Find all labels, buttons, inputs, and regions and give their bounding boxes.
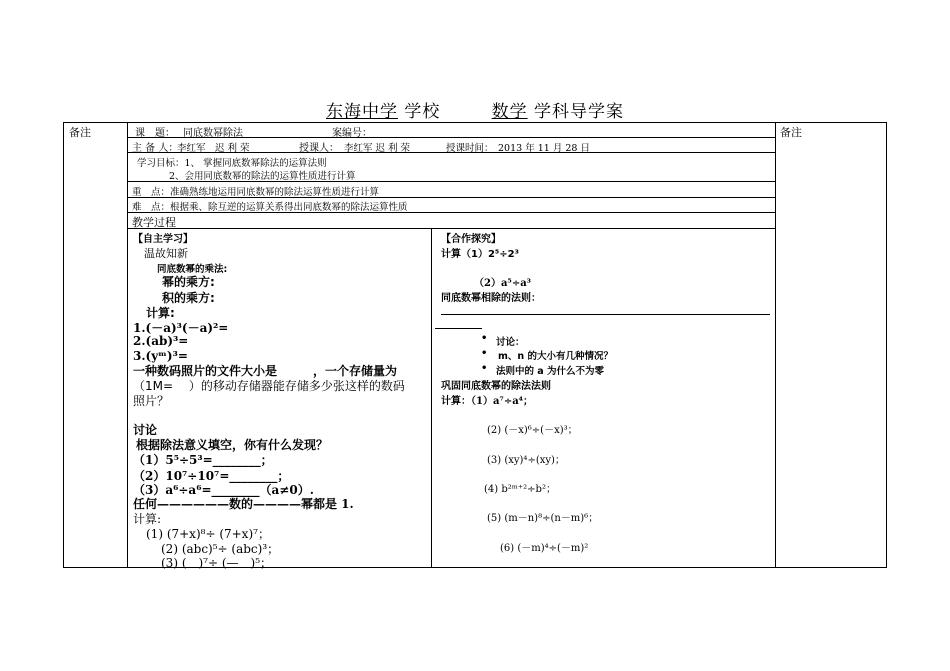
discussion-q1: m、n 的大小有几种情况？ [498, 351, 613, 362]
exercise-1: 1.(－a)³(－a)²= [133, 321, 229, 335]
practice-6: (6) (－m)⁴÷(－m)² [500, 543, 589, 554]
problem-line-1: 一种数码照片的文件大小是 ，一个存储量为 [133, 364, 398, 378]
school-label: 学校 [404, 102, 441, 122]
cooperative-heading: 【合作探究】 [441, 234, 501, 245]
preparer-label: 主 备 人： [132, 143, 179, 154]
problem-line-2: （1M= ）的移动存储器能存储多少张这样的数码 [133, 379, 405, 393]
exercise-3: 3.(yᵐ)³= [133, 349, 188, 363]
consolidate-label: 巩固同底数幂的除法法则 [441, 381, 551, 392]
teacher-value: 李红军 迟 利 荣 [344, 143, 411, 154]
fill-blank-3: （3）a⁶÷a⁶=________（a≠0）. [133, 483, 314, 497]
self-study-heading: 【自主学习】 [133, 234, 193, 245]
column-divider-left [127, 122, 128, 568]
preparer-value: 李红军 迟 利 荣 [177, 143, 250, 154]
case-number-label: 案编号： [332, 128, 372, 139]
notes-left-label: 备注 [69, 126, 91, 139]
question-bullet: • [481, 348, 488, 359]
right-calc-1: 计算（1）2⁵÷2³ [441, 249, 520, 260]
discussion-q2: 法则中的 a 为什么不为零 [496, 366, 605, 377]
multiplication-rule: 同底数幂的乘法: [157, 264, 228, 275]
practice-4: (4) b²ᵐ⁺²÷b²； [484, 484, 556, 495]
answer-line-short [435, 328, 482, 329]
calc-item-3: (3) ( )⁷÷ (— )⁵； [161, 556, 273, 570]
practice-5: (5) (m－n)⁸÷(n－m)⁶； [487, 513, 599, 524]
key-point: 重 点：准确熟练地运用同底数幂的除法运算性质进行计算 [132, 187, 380, 198]
learning-goal-2: 2、会用同底数幂的除法的运算性质进行计算 [169, 171, 356, 182]
school-name: 东海中学 [325, 102, 398, 122]
practice-2: (2) (－x)⁶÷(－x)³； [487, 425, 578, 436]
practice-1: 计算：（1）a⁷÷a⁴； [441, 396, 534, 407]
division-rule-question: 同底数幂相除的法则： [441, 293, 541, 304]
exercise-2: 2.(ab)³= [133, 334, 189, 348]
column-divider-right [775, 122, 776, 568]
time-label: 授课时间： [446, 143, 494, 154]
table-right-border [886, 122, 887, 568]
doc-type: 学科导学案 [534, 102, 625, 122]
topic-value: 同底数幂除法 [183, 128, 243, 139]
power-of-product: 积的乘方: [162, 291, 215, 305]
calc-item-2: (2) (abc)⁵÷ (abc)³； [161, 542, 280, 556]
learning-goal-1: 学习目标：1、 掌握同底数幂除法的运算法则 [137, 158, 327, 169]
subject-name: 数学 [491, 102, 528, 122]
calc-label-2: 计算: [133, 512, 162, 526]
power-of-power: 幂的乘方: [162, 275, 215, 289]
fill-blank-1: （1）5⁵÷5³=________； [133, 453, 273, 467]
document-title [0, 97, 950, 122]
answer-line [441, 314, 770, 315]
time-value: 2013 年 11 月 28 日 [498, 143, 590, 154]
discuss-bullet: • [481, 333, 488, 344]
notes-right-label: 备注 [780, 126, 802, 139]
teaching-process-label: 教学过程 [132, 216, 176, 229]
calc-label: 计算: [146, 306, 175, 320]
discussion-label: 讨论 [133, 423, 158, 437]
right-calc-2: （2）a⁵÷a³ [474, 278, 532, 289]
fill-blank-2: （2）10⁷÷10⁷=________； [133, 469, 290, 483]
calc-item-1: (1) (7+x)⁸÷ (7+x)⁷； [146, 527, 270, 541]
right-discussion-label: 讨论： [496, 337, 525, 348]
table-left-border [63, 122, 64, 568]
table-top-border [63, 122, 887, 123]
practice-3: (3) (xy)⁴÷(xy)； [487, 455, 565, 466]
topic-label: 课 题： [135, 128, 175, 139]
row-separator [127, 228, 775, 229]
problem-line-3: 照片？ [133, 394, 170, 408]
column-divider-middle [431, 228, 432, 568]
difficulty: 难 点：根据乘、除互逆的运算关系得出同底数幂的除法运算性质 [132, 202, 408, 213]
question-bullet: • [481, 363, 488, 374]
discussion-question: 根据除法意义填空，你有什么发现？ [136, 438, 329, 452]
any-number-statement: 任何——————数的————幂都是 1. [133, 497, 354, 511]
teacher-label: 授课人： [299, 143, 339, 154]
review-label: 温故知新 [144, 247, 188, 260]
